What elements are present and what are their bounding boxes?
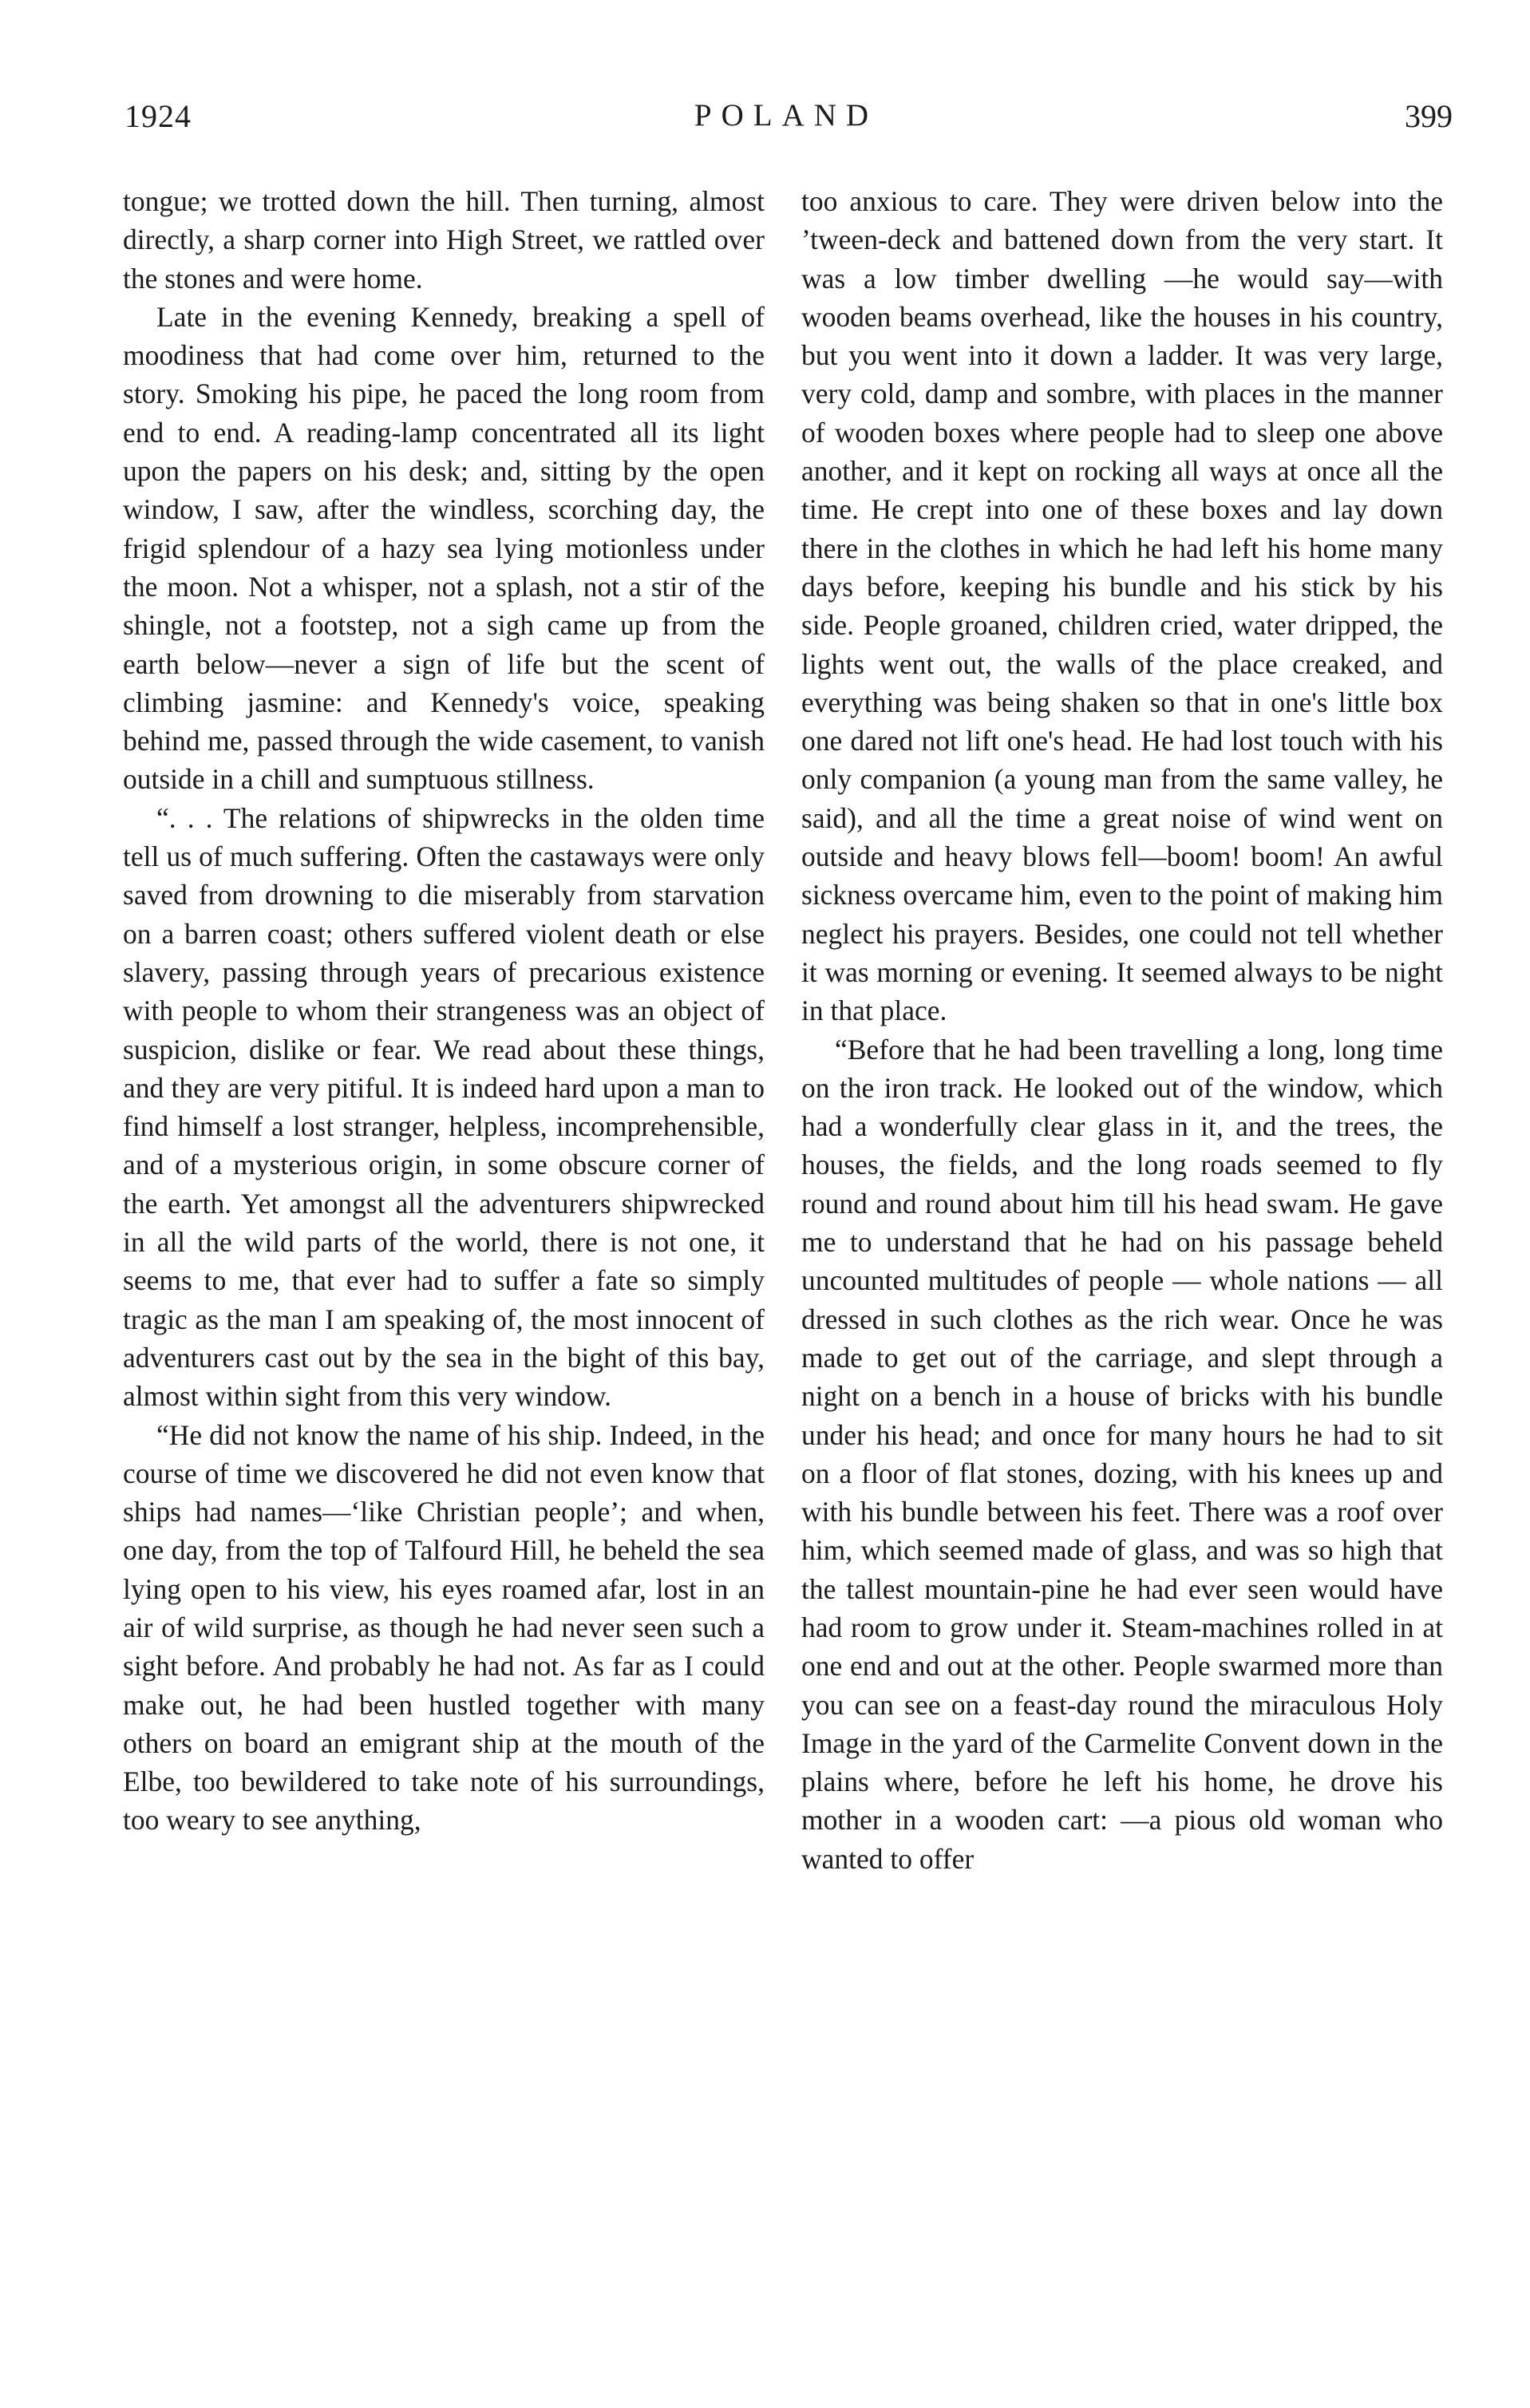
header-year: 1924 xyxy=(125,98,192,134)
running-header xyxy=(120,97,1453,145)
paragraph: tongue; we trotted down the hill. Then turning, almost directly, a sharp corner into High Street, we rattled over the stones and were home. xyxy=(123,185,765,295)
header-title: POLAND xyxy=(694,98,879,132)
paragraph: “. . . The relations of shipwrecks in the olden time tell us of much suffering. Often the castaways were only saved from drowning to die miserably from starvation on a barren coast; others suffered violent death or else slavery, passing through years of precarious existence with people to whom their strangeness was an object of suspicion, dislike or fear. We read about these things, and they are very pitiful. It is indeed hard upon a man to find himself a lost stranger, helpless, incomprehensible, and of a mysterious origin, in some obscure corner of the earth. Yet amongst all the adventurers shipwrecked in all the wild parts of the world, there is not one, it seems to me, that ever had to suffer a fate so simply tragic as the man I am speaking of, the most innocent of adventurers cast out by the sea in the bight of this bay, almost within sight from this very window. xyxy=(123,801,765,1413)
paragraph: “He did not know the name of his ship. Indeed, in the course of time we discovered he did not even know that ships had names—‘like Christian people’; and when, one day, from the top of Talfourd Hill, he beheld the sea lying open to his view, his eyes roamed afar, lost in an air of wild surprise, as though he had never seen such a sight before. And probably he had not. As far as I could make out, he had been hustled together with many others on board an emigrant ship at the mouth of the Elbe, too bewildered to take note of his surroundings, too weary to see anything, xyxy=(123,1418,765,1837)
page-number: 399 xyxy=(1405,98,1453,134)
right-column xyxy=(801,182,1443,2257)
paragraph: “Before that he had been travelling a long, long time on the iron track. He looked out of the window, which had a wonderfully clear glass in it, and the trees, the houses, the fields, and the long roads seemed to fly round and round about him till his head swam. He gave me to understand that he had on his passage beheld uncounted multitudes of people — whole nations — all dressed in such clothes as the rich wear. Once he was made to get out of the carriage, and slept through a night on a bench in a house of bricks with his bundle under his head; and once for many hours he had to sit on a floor of flat stones, dozing, with his knees up and with his bundle between his feet. There was a roof over him, which seemed made of glass, and was so high that the tallest mountain-pine he had ever seen would have had room to grow under it. Steam-machines rolled in at one end and out at the other. People swarmed more than you can see on a feast-day round the miraculous Holy Image in the yard of the Carmelite Convent down in the plains where, before he left his home, he drove his mother in a wooden cart: —a pious old woman who wanted to offer xyxy=(801,1033,1443,1875)
paragraph: Late in the evening Kennedy, breaking a spell of moodiness that had come over him, returned to the story. Smoking his pipe, he paced the long room from end to end. A reading-lamp concentrated all its light upon the papers on his desk; and, sitting by the open window, I saw, after the windless, scorching day, the frigid splendour of a hazy sea lying motionless under the moon. Not a whisper, not a splash, not a stir of the shingle, not a footstep, not a sigh came up from the earth below—never a sign of life but the scent of climbing jasmine: and Kennedy's voice, speaking behind me, passed through the wide casement, to vanish outside in a chill and sumptuous stillness. xyxy=(123,300,765,796)
paragraph: too anxious to care. They were driven below into the ’tween-deck and battened down from the very start. It was a low timber dwelling —he would say—with wooden beams overhead, like the houses in his country, but you went into it down a ladder. It was very large, very cold, damp and sombre, with places in the manner of wooden boxes where people had to sleep one above another, and it kept on rocking all ways at once all the time. He crept into one of these boxes and lay down there in the clothes in which he had left his home many days before, keeping his bundle and his stick by his side. People groaned, children cried, water dripped, the lights went out, the walls of the place creaked, and everything was being shaken so that in one's little box one dared not lift one's head. He had lost touch with his only companion (a young man from the same valley, he said), and all the time a great noise of wind went on outside and heavy blows fell—boom! boom! An awful sickness overcame him, even to the point of making him neglect his prayers. Besides, one could not tell whether it was morning or evening. It seemed always to be night in that place. xyxy=(801,185,1443,1027)
left-column xyxy=(123,182,765,2257)
